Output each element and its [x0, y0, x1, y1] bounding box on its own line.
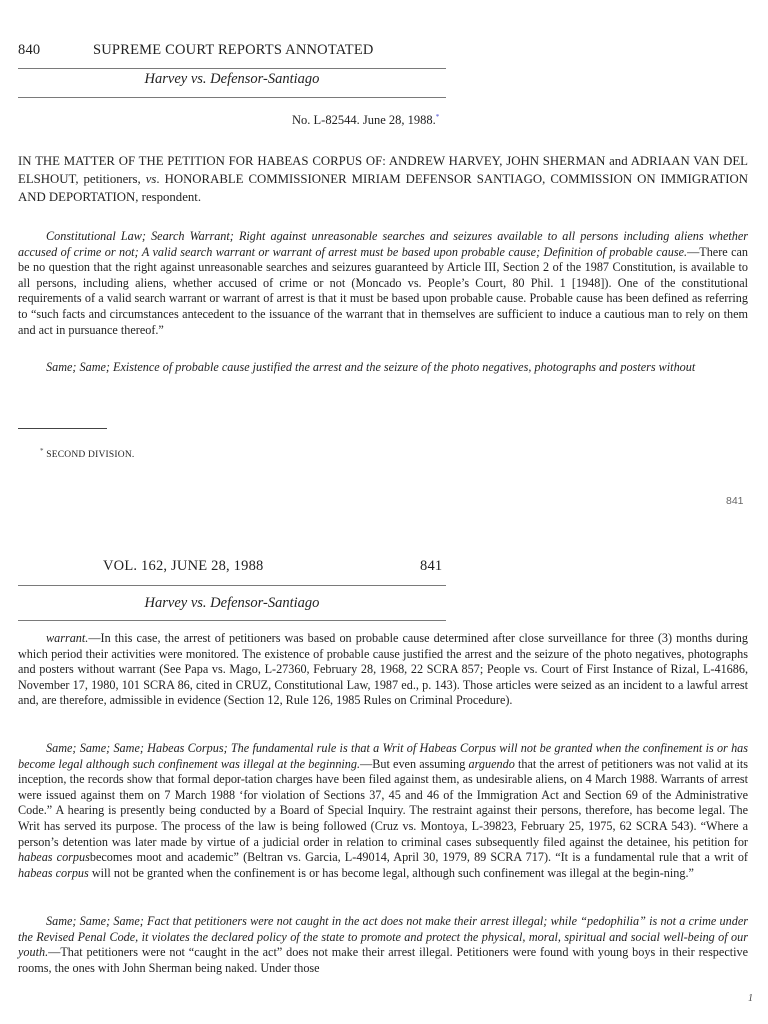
syllabus-3-body-c: becomes moot and academic” (Beltran vs. Garcia, L-49014, April 30, 1979, 89 SCRA 717). “It is a fundamental rule that a writ of [89, 850, 748, 865]
syllabus-3-body-a: —But even assuming [360, 756, 469, 771]
header-rule [18, 585, 446, 586]
syllabus-4-keywords: Same; Same; Same; Fact that petitioners were not caught in the act does not make their arrest illegal; while “pedophilia” is not a crime under the Revised Penal Code, it violates the declared policy of the state to promote and protect the physical, moral, spiritual and social well-being of our youth. [18, 914, 748, 960]
parties-caption [18, 152, 748, 206]
running-header-page-number: 841 [420, 558, 443, 574]
case-number [292, 113, 439, 128]
syllabus-paragraph-4 [18, 914, 748, 976]
syllabus-paragraph-3 [18, 741, 748, 881]
case-title: Harvey vs. Defensor-Santiago [144, 71, 320, 87]
footnote [40, 447, 134, 460]
parties-vs: vs [145, 172, 157, 186]
corner-mark: 1 [748, 993, 753, 1004]
case-number-text: No. L-82544. June 28, 1988. [292, 113, 436, 128]
syllabus-2-keywords: Same; Same; Existence of probable cause justified the arrest and the seizure of the photo negatives, photographs and posters without [46, 360, 696, 374]
syllabus-3-italic-arguendo: arguendo [468, 756, 515, 771]
footnote-mark: * [40, 447, 44, 455]
syllabus-2-body: —In this case, the arrest of petitioners was based on probable cause determined after close surveillance for three (3) months during which period their activities were monitored. The existence of probable cause justified the arrest and the seizure of the photo negatives, photographs and posters without warrant (See Papa vs. Mago, L-27360, February 28, 1968, 22 SCRA 857; People vs. Court of First Instance of Rizal, L-41686, November 17, 1980, 101 SCRA 86, cited in CRUZ, Constitutional Law, 1987 ed., p. 143). Those articles were seized as an incident to a lawful arrest and, are therefore, admissible in evidence (Section 12, Rule 126, 1985 Rules on Criminal Procedure). [18, 631, 748, 708]
running-header-title: SUPREME COURT REPORTS ANNOTATED [93, 42, 374, 58]
case-title-rule [18, 97, 446, 98]
syllabus-paragraph-1 [18, 229, 748, 338]
syllabus-4-body: —That petitioners were not “caught in the act” does not make their arrest illegal. Petitioners were found with young boys in their respective rooms, the ones with John Sherman being naked. Under those [18, 945, 748, 975]
syllabus-3-italic-habeas-1: habeas corpus [18, 850, 90, 865]
syllabus-3-body-b: that the arrest of petitioners was not valid at its inception, the records show that formal depor-tation charges have been filed against them, as undesirable aliens, on 4 March 1988. Warrants of arrest were issued against them on 7 March 1988 ‘for violation of Sections 37, 45 and 46 of the Immigration Act and Section 69 of the Administrative Code.” A hearing is presently being conducted by a Board of Special Inquiry. The restraint against their persons, therefore, has become legal. The Writ has served its purpose. The process of the law is being followed (Cruz vs. Montoya, L-39823, February 25, 1975, 62 SCRA 543). “Where a person’s detention was later made by virtue of a judicial order in relation to criminal cases subsequently filed against the detainee, his petition for [18, 756, 748, 849]
footnote-rule [18, 428, 107, 429]
case-title-rule [18, 620, 446, 621]
parties-text-b: . HONORABLE COMMISSIONER MIRIAM DEFENSOR SANTIAGO, COMMISSION ON IMMIGRATION AND DEPORTATION, respondent. [18, 172, 748, 204]
syllabus-1-body: —There can be no question that the right against unreasonable searches and seizures guaranteed by Article III, Section 2 of the 1987 Constitution, is available to all persons, including aliens, whether accused of crime or not (Moncado vs. People’s Court, 80 Phil. 1 [1948]). One of the constitutional requirements of a valid search warrant or warrant of arrest is that it must be based upon probable cause. Probable cause has been defined as referring to “such facts and circumstances antecedent to the issuance of the warrant that in themselves are sufficient to induce a cautious man to rely on them and act in pursuance thereof.” [18, 244, 748, 337]
footnote-text: SECOND DIVISION. [43, 450, 135, 461]
syllabus-2-keyword-end: warrant. [46, 631, 89, 645]
syllabus-3-italic-habeas-2: habeas corpus [18, 865, 89, 880]
footnote-marker[interactable]: * [435, 113, 440, 121]
header-rule [18, 68, 446, 69]
page-marker: 841 [726, 495, 744, 507]
syllabus-paragraph-2-continued [18, 631, 748, 709]
parties-text-a: IN THE MATTER OF THE PETITION FOR HABEAS CORPUS OF: ANDREW HARVEY, JOHN SHERMAN and ADRIAAN VAN DEL ELSHOUT, petitioners, [18, 154, 748, 186]
syllabus-1-keywords: Constitutional Law; Search Warrant; Right against unreasonable searches and seizures available to all persons including aliens whether accused of crime or not; A valid search warrant or warrant of arrest must be based upon probable cause; Definition of probable cause. [18, 229, 748, 259]
running-header-volume: VOL. 162, JUNE 28, 1988 [103, 558, 264, 574]
case-title: Harvey vs. Defensor-Santiago [144, 595, 320, 611]
syllabus-3-body-d: will not be granted when the confinement is or has become legal, although such confinement was illegal at the begin-ning.” [88, 865, 694, 880]
syllabus-paragraph-2 [18, 360, 748, 376]
syllabus-3-keywords: Same; Same; Same; Habeas Corpus; The fundamental rule is that a Writ of Habeas Corpus will not be granted when the confinement is or has become legal although such confinement was illegal at the beginning. [18, 741, 748, 771]
running-header-page-number: 840 [18, 42, 41, 58]
